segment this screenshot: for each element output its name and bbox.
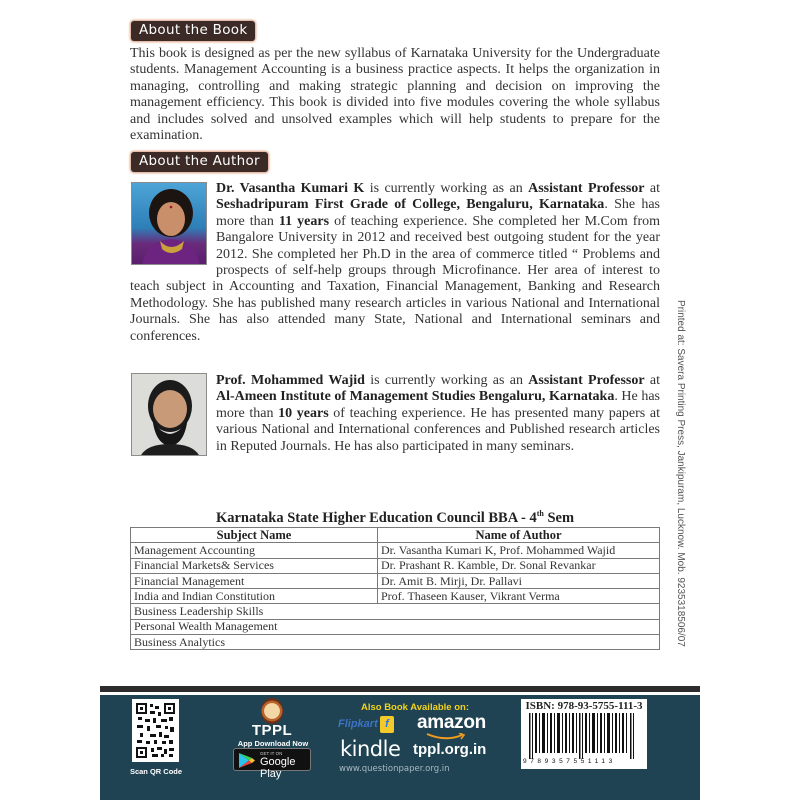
flipkart-bag-icon: f [380,716,394,733]
qr-code-icon [136,703,175,758]
header-author-name: Name of Author [378,528,660,543]
amazon-smile-icon [426,733,466,741]
author-name-cell: Prof. Thaseen Kauser, Vikrant Verma [378,589,660,604]
isbn-label: ISBN: 978-93-5755-111-3 [525,700,643,712]
subject-name-cell: Business Analytics [131,635,660,650]
table-row [131,604,660,619]
subject-name-cell: India and Indian Constitution [131,589,378,604]
table-title: Karnataka State Higher Education Council BBA - 4th Sem [215,509,575,526]
google-play-label: Google Play [260,756,296,780]
subject-name-cell: Management Accounting [131,543,378,558]
subject-name-cell: Financial Markets& Services [131,558,378,573]
author-bio-vasantha: Dr. Vasantha Kumari K is currently working as an Assistant Professor at Seshadripuram First Grade of College, Bengaluru, Karnataka. She has more than 11 years of teaching experience. She completed her M.Com from Bangalore University in 2012 and received best outgoing student for the year 2012. She completed her Ph.D in the area of commerce titled “ Problems and prospects of self-help groups through Microfinance. Her area of interest to teach subject in Accounting and Taxation, Financial Management, Banking and Research Methodology. She has published many research articles in various National and International Journals. She has also attended many State, National and International seminars and conferences. [130,181,660,344]
subject-name-cell: Personal Wealth Management [131,619,660,634]
google-play-small-text: GET IT ON [260,751,283,756]
tppl-url-link[interactable]: tppl.org.in [413,741,487,758]
author-bio-wajid: Prof. Mohammed Wajid is currently working as an Assistant Professor at Al-Ameen Institute of Management Studies Bengaluru, Karnataka. He has more than 10 years of teaching experience. He has presented many papers at various National and International conferences and Published research articles in Reputed Journals. He has also participated in many seminars. [130,373,660,457]
google-play-button[interactable] [233,748,311,780]
table-row [131,589,660,604]
table-row [131,635,660,650]
header-subject-name: Subject Name [131,528,378,543]
table-header-row [131,528,660,543]
isbn-barcode-box [521,699,647,769]
available-on-title: Also Book Available on: [360,702,470,713]
subject-name-cell: Business Leadership Skills [131,604,660,619]
kindle-logo[interactable]: kindle [340,737,401,761]
table-row [131,619,660,634]
google-play-icon [239,753,255,768]
table-row [131,558,660,573]
author-name-cell: Dr. Vasantha Kumari K, Prof. Mohammed Wajid [378,543,660,558]
amazon-logo[interactable]: amazon [417,712,486,733]
table-row [131,543,660,558]
questionpaper-url-link[interactable]: www.questionpaper.org.in [339,764,450,774]
footer-stripe [100,686,700,692]
about-author-heading: About the Author [131,152,268,172]
about-book-heading: About the Book [131,21,255,41]
about-book-text: This book is designed as per the new syllabus of Karnataka University for the Undergraduate students. Management Accounting is a business practice aspects. It helps the organization in managing, controlling and making strategic planning and decision on improving the management efficiency. This book is divided into five modules covering the whole syllabus and includes solved and unsolved examples which will help students to prepare for the examination. [130,46,660,144]
author-name-cell: Dr. Prashant R. Kamble, Dr. Sonal Revankar [378,558,660,573]
qr-caption: Scan QR Code [129,767,183,776]
author-name-cell: Dr. Amit B. Mirji, Dr. Pallavi [378,573,660,588]
subject-name-cell: Financial Management [131,573,378,588]
printer-note: Printed at: Savera Printing Press, Jankipuram, Lucknow. Mob. 9235318506/07 [675,300,686,647]
photo-spacer [130,373,216,457]
flipkart-logo[interactable]: Flipkart [338,718,378,730]
barcode-icon [529,713,639,759]
table-row [131,573,660,588]
qr-code[interactable] [132,699,179,762]
photo-spacer [130,181,216,278]
subjects-table [130,527,660,650]
tppl-logo-icon [261,698,283,724]
publisher-name: TPPL [251,722,293,739]
app-download-text: App Download Now [237,739,309,748]
isbn-digits: 9789357551113 [523,758,616,765]
